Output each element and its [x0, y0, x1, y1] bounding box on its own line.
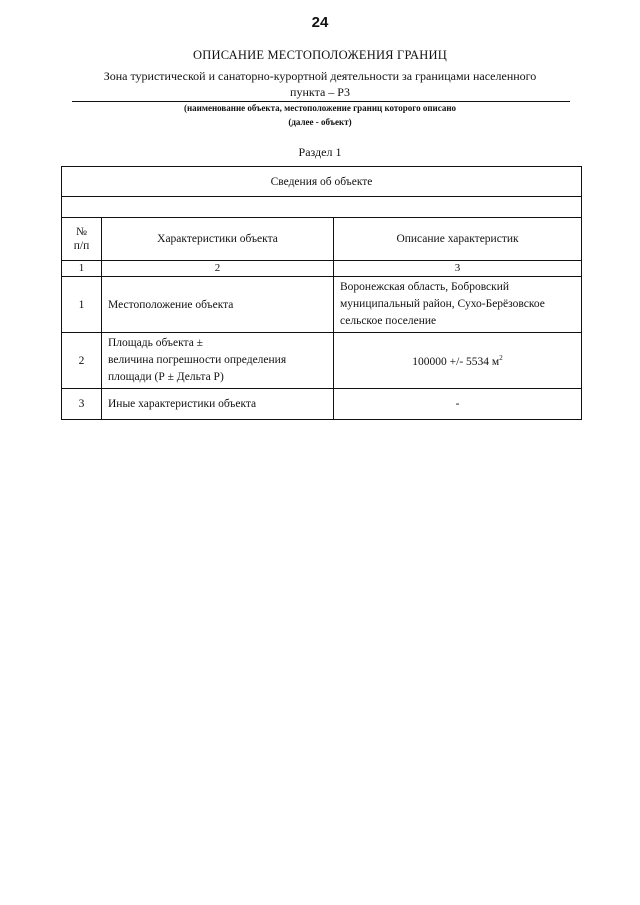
table-row [62, 277, 582, 333]
object-name-line-2: пункта – Р3 [290, 85, 350, 99]
column-number-1: 1 [62, 261, 102, 277]
row-characteristic [102, 333, 334, 389]
row-number: 3 [62, 389, 102, 420]
object-info-table [61, 166, 582, 420]
section-label: Раздел 1 [298, 145, 342, 159]
row-description-line: сельское поселение [340, 315, 437, 327]
area-value: 100000 +/- 5534 м [412, 355, 500, 368]
table-row [62, 333, 582, 389]
table-header-row [62, 167, 582, 197]
row-description: - [334, 389, 582, 420]
object-name-caption-line-2: (далее - объект) [288, 117, 352, 127]
table-column-number-row [62, 261, 582, 277]
table-blank-cell [62, 197, 582, 218]
object-name-underline [72, 101, 570, 102]
page-number: 24 [311, 14, 329, 31]
column-number-2: 2 [102, 261, 334, 277]
row-characteristic-line: Площадь объекта ± [108, 337, 203, 349]
row-description-line: муниципальный район, Сухо-Берёзовское [340, 298, 545, 310]
column-header-num-line-2: п/п [73, 240, 90, 252]
object-name [72, 68, 568, 100]
column-header-characteristics: Характеристики объекта [102, 218, 334, 261]
table-column-header-row [62, 218, 582, 261]
row-characteristic: Иные характеристики объекта [102, 389, 334, 420]
object-name-line-1: Зона туристической и санаторно-курортной деятельности за границами населенного [103, 69, 537, 83]
document-title: ОПИСАНИЕ МЕСТОПОЛОЖЕНИЯ ГРАНИЦ [193, 48, 447, 62]
row-number: 1 [62, 277, 102, 333]
row-number: 2 [62, 333, 102, 389]
object-name-caption-line-1: (наименование объекта, местоположение границ которого описано [183, 103, 457, 113]
table-header: Сведения об объекте [62, 167, 582, 197]
column-number-3: 3 [334, 261, 582, 277]
row-description-line: Воронежская область, Бобровский [340, 281, 510, 293]
column-header-num-line-1: № [76, 226, 87, 238]
row-characteristic-line: площади (Р ± Дельта Р) [108, 371, 224, 383]
row-characteristic: Местоположение объекта [102, 277, 334, 333]
area-unit-superscript: 2 [499, 353, 503, 362]
row-description [334, 277, 582, 333]
column-header-num [62, 218, 102, 261]
row-characteristic-line: величина погрешности определения [108, 354, 287, 366]
table-row [62, 389, 582, 420]
table-blank-row [62, 197, 582, 218]
column-header-description: Описание характеристик [334, 218, 582, 261]
row-description [334, 333, 582, 389]
